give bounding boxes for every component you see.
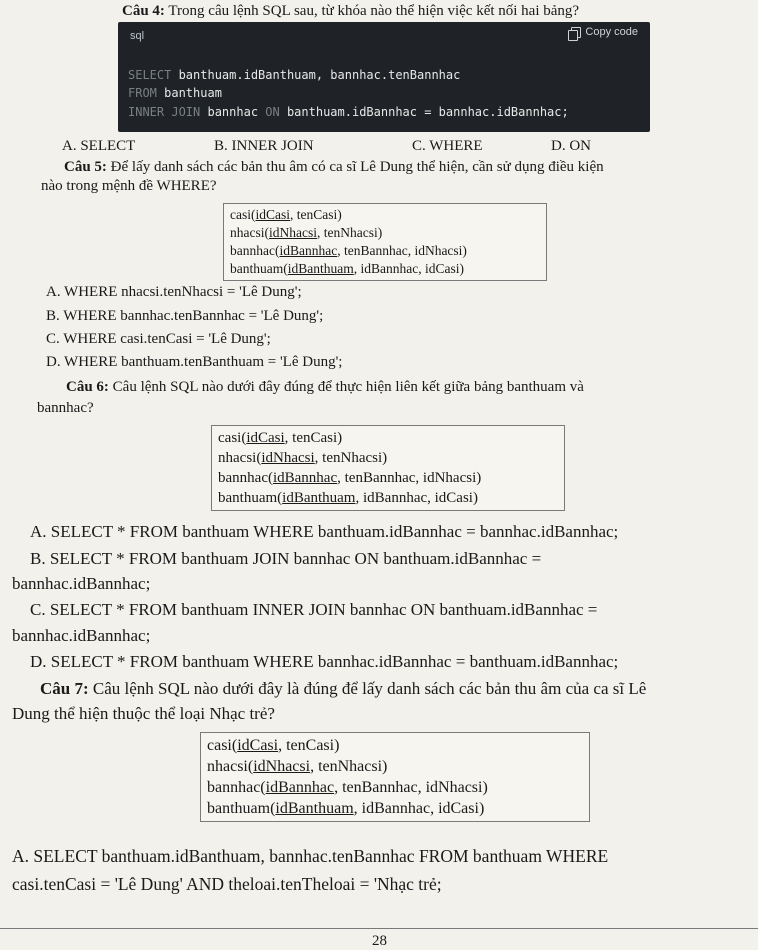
schema-nhacsi: nhacsi(idNhacsi, tenNhacsi): [207, 758, 388, 775]
question-6-continuation: bannhac?: [37, 400, 94, 416]
code-text: banthuam.idBanthuam, bannhac.tenBannhac: [171, 68, 461, 82]
schema-box-q7: [200, 732, 590, 822]
schema-bannhac: bannhac(idBannhac, tenBannhac, idNhacsi): [230, 243, 467, 258]
q7-option-a: A. SELECT banthuam.idBanthuam, bannhac.tenBannhac FROM banthuam WHERE: [12, 846, 609, 866]
q4-option-a: A. SELECT: [62, 138, 136, 154]
schema-banthuam: banthuam(idBanthuam, idBannhac, idCasi): [230, 261, 464, 276]
code-text: bannhac: [200, 105, 266, 119]
schema-box-q6: [211, 425, 565, 511]
code-line-2: [128, 86, 222, 100]
question-4-heading: [122, 3, 579, 20]
question-6-heading: [66, 379, 584, 396]
copy-code-button[interactable]: [571, 26, 638, 38]
q5-option-a: A. WHERE nhacsi.tenNhacsi = 'Lê Dung';: [46, 284, 302, 300]
code-text: banthuam.idBannhac = bannhac.idBannhac;: [279, 105, 569, 119]
question-label: Câu 4:: [122, 3, 165, 19]
schema-bannhac: bannhac(idBannhac, tenBannhac, idNhacsi): [218, 470, 482, 486]
schema-bannhac: bannhac(idBannhac, tenBannhac, idNhacsi): [207, 779, 488, 796]
question-text: Câu lệnh SQL nào dưới đây đúng để thực hiện liên kết giữa bảng banthuam và: [108, 379, 584, 395]
q6-option-c: C. SELECT * FROM banthuam INNER JOIN bannhac ON banthuam.idBannhac =: [30, 600, 598, 619]
page-number: 28: [372, 933, 387, 949]
sql-keyword: INNER JOIN: [128, 105, 201, 119]
q6-option-a: A. SELECT * FROM banthuam WHERE banthuam.idBannhac = bannhac.idBannhac;: [30, 522, 619, 541]
question-5-heading: [64, 159, 604, 176]
question-7-heading: [40, 679, 646, 699]
q6-option-c-continuation: bannhac.idBannhac;: [12, 626, 151, 645]
schema-nhacsi: nhacsi(idNhacsi, tenNhacsi): [218, 450, 388, 466]
code-line-1: [128, 68, 460, 82]
question-label: Câu 7:: [40, 679, 89, 698]
question-7-continuation: Dung thể hiện thuộc thể loại Nhạc trẻ?: [12, 704, 275, 723]
schema-banthuam: banthuam(idBanthuam, idBannhac, idCasi): [207, 800, 485, 817]
copy-code-label: Copy code: [585, 26, 638, 38]
sql-keyword: FROM: [128, 86, 157, 100]
code-language-label: sql: [130, 30, 145, 42]
q4-option-c: C. WHERE: [412, 138, 483, 154]
q7-option-a-continuation: casi.tenCasi = 'Lê Dung' AND theloai.tenTheloai = 'Nhạc trẻ;: [12, 874, 442, 894]
q6-option-b-continuation: bannhac.idBannhac;: [12, 574, 151, 593]
schema-box-q5: [223, 203, 547, 281]
q6-option-b: B. SELECT * FROM banthuam JOIN bannhac ON banthuam.idBannhac =: [30, 549, 542, 568]
code-line-3: [128, 105, 569, 119]
q4-option-b: B. INNER JOIN: [214, 138, 314, 154]
q5-option-c: C. WHERE casi.tenCasi = 'Lê Dung';: [46, 331, 271, 347]
sql-code-block: [118, 22, 650, 132]
q6-option-d: D. SELECT * FROM banthuam WHERE bannhac.idBannhac = banthuam.idBannhac;: [30, 652, 619, 671]
question-label: Câu 6:: [66, 379, 109, 395]
question-5-continuation: nào trong mệnh đề WHERE?: [41, 178, 217, 194]
q4-option-d: D. ON: [551, 138, 591, 154]
sql-keyword: SELECT: [128, 68, 172, 82]
question-label: Câu 5:: [64, 159, 107, 175]
schema-banthuam: banthuam(idBanthuam, idBannhac, idCasi): [218, 490, 478, 506]
q5-option-d: D. WHERE banthuam.tenBanthuam = 'Lê Dung';: [46, 354, 343, 370]
question-text: Câu lệnh SQL nào dưới đây là đúng để lấy danh sách các bản thu âm của ca sĩ Lê: [88, 679, 647, 698]
schema-casi: casi(idCasi, tenCasi): [207, 737, 340, 754]
q5-option-b: B. WHERE bannhac.tenBannhac = 'Lê Dung';: [46, 308, 324, 324]
copy-icon: [571, 27, 581, 38]
schema-casi: casi(idCasi, tenCasi): [230, 207, 342, 222]
footer-divider: [0, 928, 758, 929]
schema-casi: casi(idCasi, tenCasi): [218, 430, 343, 446]
schema-nhacsi: nhacsi(idNhacsi, tenNhacsi): [230, 225, 383, 240]
code-text: banthuam: [156, 86, 222, 100]
question-text: Trong câu lệnh SQL sau, từ khóa nào thể hiện việc kết nối hai bảng?: [164, 3, 580, 19]
question-text: Để lấy danh sách các bản thu âm có ca sĩ Lê Dung thể hiện, cần sử dụng điều kiện: [106, 159, 604, 175]
sql-keyword: ON: [265, 105, 280, 119]
